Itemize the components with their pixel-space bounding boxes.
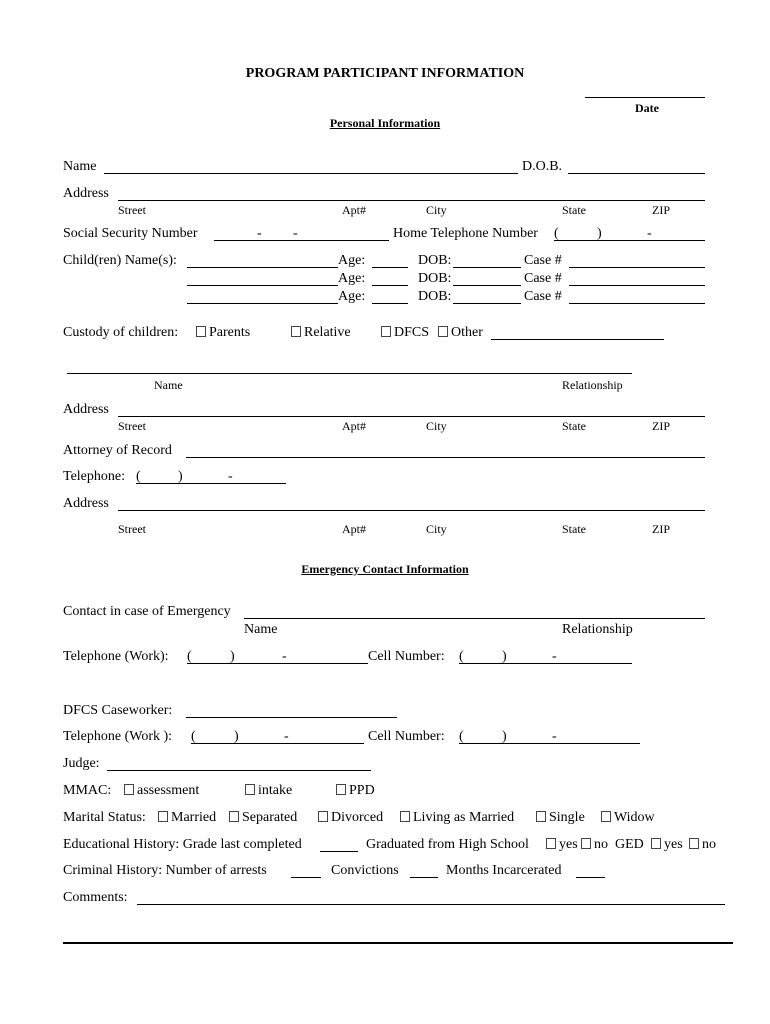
attorney-field[interactable] bbox=[186, 457, 705, 458]
zip-caption: ZIP bbox=[652, 203, 670, 217]
checkbox-icon[interactable] bbox=[400, 811, 410, 822]
city-caption: City bbox=[426, 522, 447, 536]
attorney-phone-paren-open: ( bbox=[136, 469, 141, 484]
high-school-yes-option[interactable]: yes bbox=[546, 837, 578, 853]
address-field[interactable] bbox=[118, 200, 705, 201]
paren-close: ) bbox=[230, 649, 235, 664]
mmac-ppd-option[interactable]: PPD bbox=[336, 783, 375, 799]
high-school-no-option[interactable]: no bbox=[581, 837, 608, 853]
custody-label: Custody of children: bbox=[63, 325, 179, 340]
dash: - bbox=[552, 649, 557, 664]
guardian-name-field[interactable] bbox=[67, 373, 632, 374]
case-field[interactable] bbox=[569, 285, 705, 286]
convictions-label: Convictions bbox=[331, 863, 399, 878]
paren-open: ( bbox=[459, 729, 464, 744]
ssn-dash-2: - bbox=[293, 226, 298, 241]
emergency-contact-label: Contact in case of Emergency bbox=[63, 604, 231, 619]
zip-caption: ZIP bbox=[652, 419, 670, 433]
child-dob-label: DOB: bbox=[418, 289, 452, 304]
caseworker-field[interactable] bbox=[186, 717, 397, 718]
case-field[interactable] bbox=[569, 303, 705, 304]
child-name-field[interactable] bbox=[187, 285, 338, 286]
emergency-contact-field[interactable] bbox=[244, 618, 705, 619]
age-field[interactable] bbox=[372, 303, 408, 304]
guardian-name-caption: Name bbox=[154, 378, 183, 392]
child-name-field[interactable] bbox=[187, 267, 338, 268]
dash: - bbox=[282, 649, 287, 664]
arrests-field[interactable] bbox=[291, 877, 321, 878]
comments-label: Comments: bbox=[63, 890, 128, 905]
checkbox-icon[interactable] bbox=[581, 838, 591, 849]
months-incarcerated-label: Months Incarcerated bbox=[446, 863, 562, 878]
emergency-work-phone-label: Telephone (Work): bbox=[63, 649, 169, 664]
emergency-relationship-caption: Relationship bbox=[562, 622, 633, 637]
name-label: Name bbox=[63, 159, 97, 174]
children-label: Child(ren) Name(s): bbox=[63, 253, 177, 268]
caseworker-cell-label: Cell Number: bbox=[368, 729, 445, 744]
ged-yes-option[interactable]: yes bbox=[651, 837, 683, 853]
date-field[interactable] bbox=[585, 97, 705, 98]
convictions-field[interactable] bbox=[410, 877, 438, 878]
apt-caption: Apt# bbox=[342, 203, 366, 217]
marital-widow-option[interactable]: Widow bbox=[601, 810, 655, 826]
checkbox-icon[interactable] bbox=[196, 326, 206, 337]
age-field[interactable] bbox=[372, 267, 408, 268]
ssn-field[interactable] bbox=[214, 240, 389, 241]
months-incarcerated-field[interactable] bbox=[576, 877, 605, 878]
paren-open: ( bbox=[191, 729, 196, 744]
mmac-assessment-option[interactable]: assessment bbox=[124, 783, 199, 799]
paren-close: ) bbox=[502, 729, 507, 744]
judge-label: Judge: bbox=[63, 756, 100, 771]
comments-field[interactable] bbox=[137, 904, 725, 905]
judge-field[interactable] bbox=[107, 770, 371, 771]
grade-field[interactable] bbox=[320, 851, 358, 852]
case-field[interactable] bbox=[569, 267, 705, 268]
custody-dfcs-option[interactable]: DFCS bbox=[381, 325, 429, 341]
case-label: Case # bbox=[524, 253, 562, 268]
dob-label: D.O.B. bbox=[522, 159, 563, 174]
criminal-history-label: Criminal History: Number of arrests bbox=[63, 863, 267, 878]
street-caption: Street bbox=[118, 203, 146, 217]
zip-caption: ZIP bbox=[652, 522, 670, 536]
case-label: Case # bbox=[524, 271, 562, 286]
dash: - bbox=[284, 729, 289, 744]
date-label: Date bbox=[635, 101, 659, 115]
marital-living-as-married-option[interactable]: Living as Married bbox=[400, 810, 514, 826]
ged-label: GED bbox=[615, 837, 644, 852]
child-dob-label: DOB: bbox=[418, 271, 452, 286]
custody-relative-option[interactable]: Relative bbox=[291, 325, 351, 341]
guardian-relationship-caption: Relationship bbox=[562, 378, 623, 392]
child-dob-field[interactable] bbox=[453, 285, 521, 286]
checkbox-icon[interactable] bbox=[601, 811, 611, 822]
age-label: Age: bbox=[338, 289, 366, 304]
checkbox-icon[interactable] bbox=[536, 811, 546, 822]
high-school-label: Graduated from High School bbox=[366, 837, 529, 852]
marital-married-option[interactable]: Married bbox=[158, 810, 216, 826]
checkbox-icon[interactable] bbox=[229, 811, 239, 822]
custody-other-field[interactable] bbox=[491, 339, 664, 340]
dob-field[interactable] bbox=[568, 173, 705, 174]
ssn-dash-1: - bbox=[257, 226, 262, 241]
apt-caption: Apt# bbox=[342, 522, 366, 536]
attorney-phone-dash: - bbox=[228, 469, 233, 484]
ged-no-option[interactable]: no bbox=[689, 837, 716, 853]
checkbox-icon[interactable] bbox=[124, 784, 134, 795]
home-phone-dash: - bbox=[647, 226, 652, 241]
caseworker-cell-field[interactable] bbox=[459, 743, 640, 744]
street-caption: Street bbox=[118, 522, 146, 536]
checkbox-icon[interactable] bbox=[381, 326, 391, 337]
checkbox-icon[interactable] bbox=[336, 784, 346, 795]
paren-open: ( bbox=[459, 649, 464, 664]
attorney-phone-paren-close: ) bbox=[178, 469, 183, 484]
guardian-address-field[interactable] bbox=[118, 416, 705, 417]
paren-close: ) bbox=[234, 729, 239, 744]
caseworker-work-phone-label: Telephone (Work ): bbox=[63, 729, 173, 744]
checkbox-icon[interactable] bbox=[651, 838, 661, 849]
custody-parents-option[interactable]: Parents bbox=[196, 325, 250, 341]
city-caption: City bbox=[426, 203, 447, 217]
state-caption: State bbox=[562, 203, 586, 217]
paren-close: ) bbox=[502, 649, 507, 664]
age-label: Age: bbox=[338, 253, 366, 268]
personal-info-heading: Personal Information bbox=[329, 116, 441, 130]
checkbox-icon[interactable] bbox=[291, 326, 301, 337]
emergency-cell-label: Cell Number: bbox=[368, 649, 445, 664]
checkbox-icon[interactable] bbox=[318, 811, 328, 822]
emergency-work-phone-field[interactable] bbox=[187, 663, 368, 664]
attorney-phone-label: Telephone: bbox=[63, 469, 125, 484]
attorney-address-label: Address bbox=[63, 496, 109, 511]
caseworker-work-phone-field[interactable] bbox=[191, 743, 364, 744]
caseworker-label: DFCS Caseworker: bbox=[63, 703, 173, 718]
checkbox-icon[interactable] bbox=[158, 811, 168, 822]
emergency-name-caption: Name bbox=[244, 622, 278, 637]
apt-caption: Apt# bbox=[342, 419, 366, 433]
ssn-label: Social Security Number bbox=[63, 226, 198, 241]
state-caption: State bbox=[562, 419, 586, 433]
form-title: PROGRAM PARTICIPANT INFORMATION bbox=[245, 66, 525, 81]
checkbox-icon[interactable] bbox=[438, 326, 448, 337]
home-phone-field[interactable] bbox=[554, 240, 705, 241]
checkbox-icon[interactable] bbox=[689, 838, 699, 849]
name-field[interactable] bbox=[104, 173, 518, 174]
home-phone-paren-open: ( bbox=[554, 226, 559, 241]
home-phone-label: Home Telephone Number bbox=[393, 226, 538, 241]
emergency-cell-field[interactable] bbox=[459, 663, 632, 664]
bottom-divider bbox=[63, 942, 733, 944]
address-label: Address bbox=[63, 186, 109, 201]
guardian-address-label: Address bbox=[63, 402, 109, 417]
street-caption: Street bbox=[118, 419, 146, 433]
checkbox-icon[interactable] bbox=[546, 838, 556, 849]
marital-single-option[interactable]: Single bbox=[536, 810, 585, 826]
city-caption: City bbox=[426, 419, 447, 433]
dash: - bbox=[552, 729, 557, 744]
paren-open: ( bbox=[187, 649, 192, 664]
mmac-intake-option[interactable]: intake bbox=[245, 783, 292, 799]
case-label: Case # bbox=[524, 289, 562, 304]
home-phone-paren-close: ) bbox=[597, 226, 602, 241]
education-label: Educational History: Grade last completed bbox=[63, 837, 302, 852]
child-dob-field[interactable] bbox=[453, 267, 521, 268]
custody-other-option[interactable]: Other bbox=[438, 325, 483, 341]
age-label: Age: bbox=[338, 271, 366, 286]
checkbox-icon[interactable] bbox=[245, 784, 255, 795]
attorney-address-field[interactable] bbox=[118, 510, 705, 511]
child-dob-label: DOB: bbox=[418, 253, 452, 268]
marital-status-label: Marital Status: bbox=[63, 810, 146, 825]
mmac-label: MMAC: bbox=[63, 783, 112, 798]
marital-divorced-option[interactable]: Divorced bbox=[318, 810, 383, 826]
state-caption: State bbox=[562, 522, 586, 536]
child-name-field[interactable] bbox=[187, 303, 338, 304]
marital-separated-option[interactable]: Separated bbox=[229, 810, 297, 826]
attorney-phone-field[interactable] bbox=[136, 483, 286, 484]
attorney-label: Attorney of Record bbox=[63, 443, 172, 458]
age-field[interactable] bbox=[372, 285, 408, 286]
emergency-heading: Emergency Contact Information bbox=[301, 562, 469, 576]
child-dob-field[interactable] bbox=[453, 303, 521, 304]
